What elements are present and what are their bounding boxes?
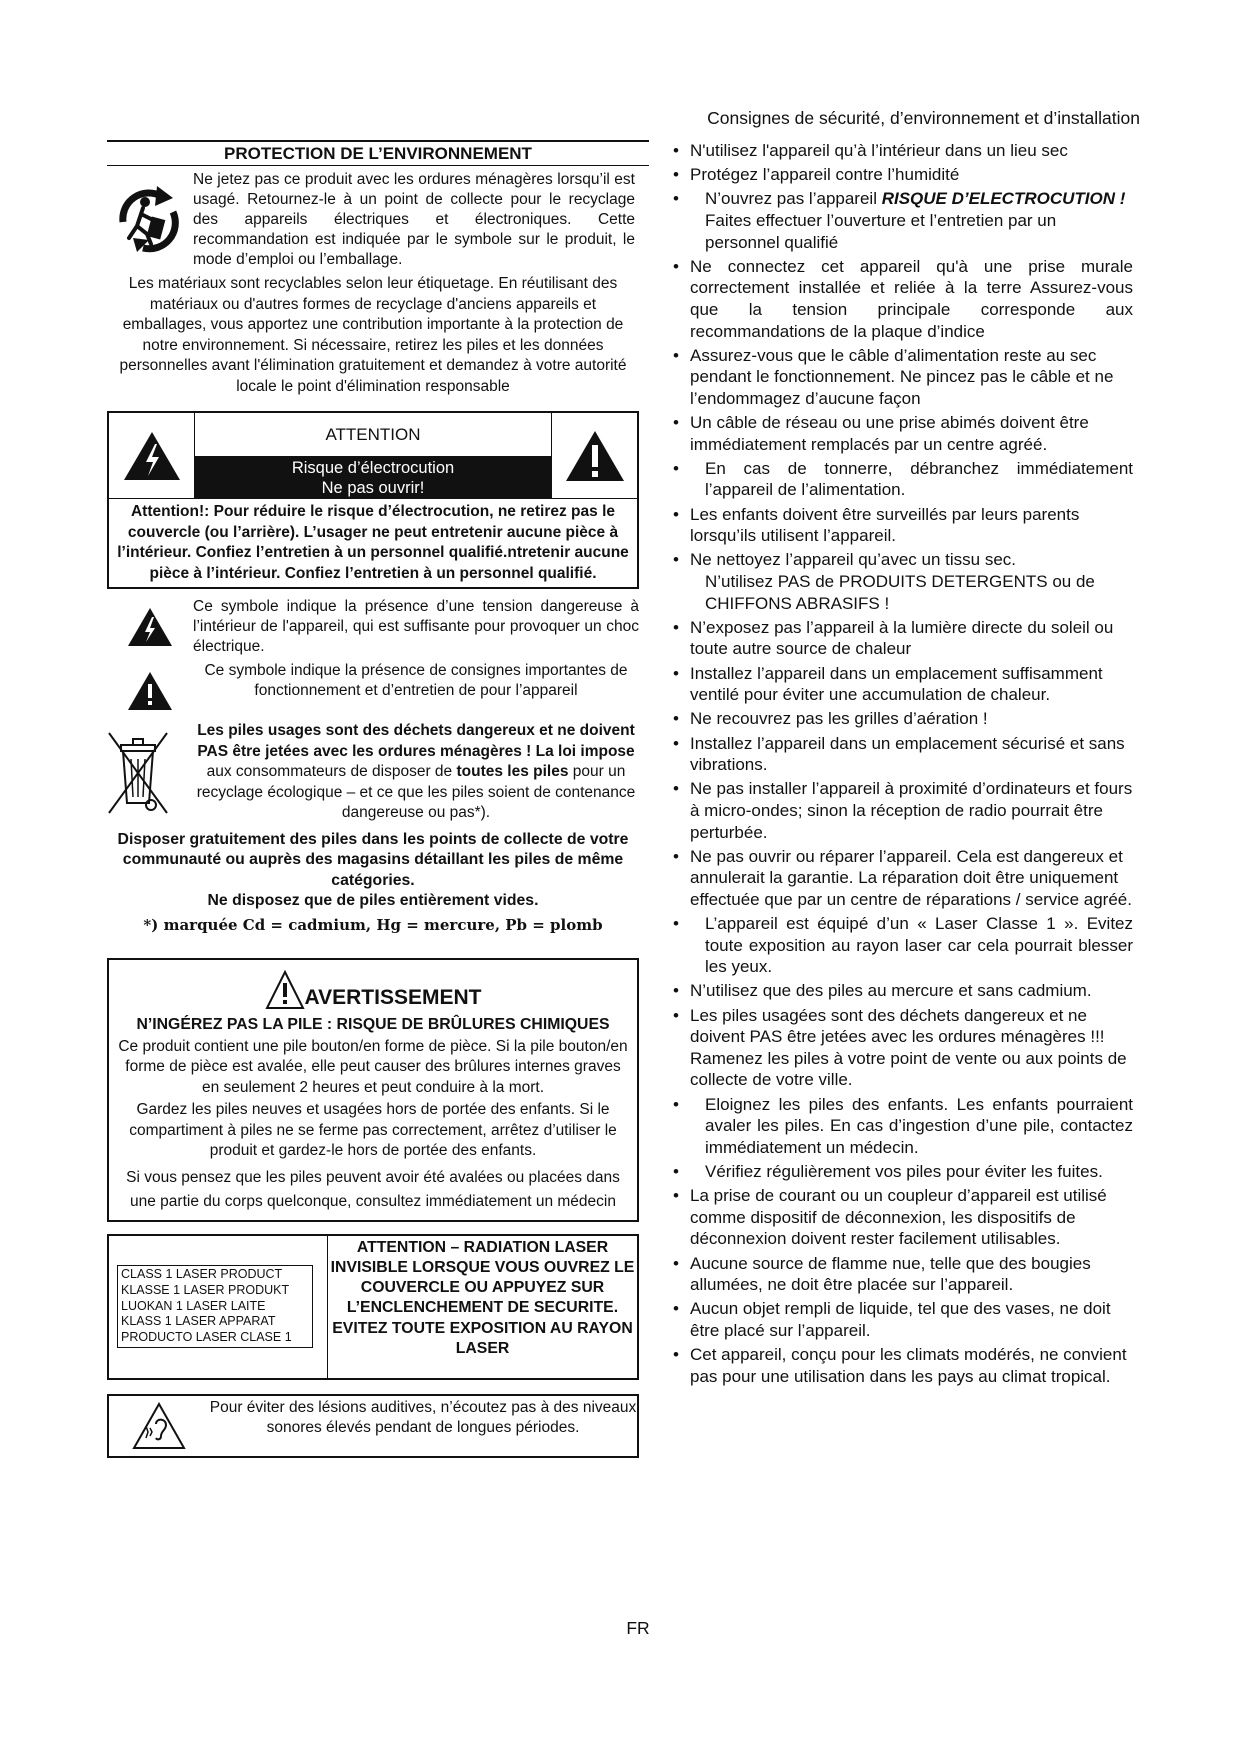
marked-chemicals-note: *) marquée Cd = cadmium, Hg = mercure, Pb = plomb xyxy=(143,915,603,934)
instruction-item: • N’exposez pas l’appareil à la lumière directe du soleil ou toute autre source de chaleur xyxy=(673,617,1133,660)
instruction-item: • N'utilisez l'appareil qu’à l’intérieur dans un lieu sec xyxy=(673,140,1133,162)
instruction-item: • Installez l’appareil dans un emplacement sécurisé et sans vibrations. xyxy=(673,733,1133,776)
instruction-emphasis: RISQUE D’ELECTROCUTION ! xyxy=(881,189,1126,209)
battery-text-2: pour un recyclage écologique – et ce que les piles soient de contenance dangereuse ou pas*). xyxy=(196,763,636,821)
warning-subtitle: N’INGÉREZ PAS LA PILE : RISQUE DE BRÛLURES CHIMIQUES xyxy=(136,1015,610,1033)
warning-paragraph-3: Si vous pensez que les piles peuvent avoir été avalées ou placées dans une partie du corps quelconque, consultez immédiatement un médecin xyxy=(126,1168,620,1210)
environment-title: PROTECTION DE L’ENVIRONNEMENT xyxy=(107,140,649,166)
battery-text-1: aux consommateurs de disposer de xyxy=(206,763,457,780)
instruction-item: • Ne pas installer l’appareil à proximité d’ordinateurs et fours à micro-ondes; sinon la réception de radio pourrait être perturbée. xyxy=(673,778,1133,843)
environment-paragraph-1: Ne jetez pas ce produit avec les ordures ménagères lorsqu’il est usagé. Retournez-le à un point de collecte pour le recyclage des appareils électriques et électroniques. Cette recommandation est indiquée par le symbole sur le produit, le mode d’emploi ou l’emballage. xyxy=(193,171,635,268)
instruction-item xyxy=(673,458,1133,501)
instruction-item xyxy=(673,913,1133,978)
instruction-text: • En cas de tonnerre, débranchez immédiatement l’appareil de l’alimentation. xyxy=(705,458,1133,500)
instruction-item: • Aucun objet rempli de liquide, tel que des vases, ne doit être placé sur l’appareil. xyxy=(673,1298,1133,1341)
left-column xyxy=(107,140,639,1458)
attention-dark-band xyxy=(195,456,551,498)
instruction-text: N’ouvrez pas l’appareil xyxy=(705,189,882,209)
page-language-footer: FR xyxy=(626,1618,650,1638)
hearing-warning-box xyxy=(107,1394,639,1458)
instruction-item: • N’utilisez que des piles au mercure et sans cadmium. xyxy=(673,980,1133,1002)
warning-paragraph-2: Gardez les piles neuves et usagées hors de portée des enfants. Si le compartiment à piles ne se ferme pas correctement, arrêtez d’utiliser le produit et gardez-le hors de portée des enfants. xyxy=(129,1101,617,1159)
laser-label-line: CLASS 1 LASER PRODUCT xyxy=(121,1267,283,1281)
instruction-item: • Ne recouvrez pas les grilles d’aération ! xyxy=(673,708,1133,730)
attention-label: ATTENTION xyxy=(325,424,421,444)
battery-bold-2: toutes les piles xyxy=(456,763,569,780)
attention-box xyxy=(107,411,639,589)
attention-label-area xyxy=(194,413,552,498)
exclamation-symbol-text: Ce symbole indique la présence de consignes importantes de fonctionnement et d’entretien de pour l’appareil xyxy=(204,662,628,699)
instruction-subtext: N’utilisez PAS de PRODUITS DETERGENTS ou de CHIFFONS ABRASIFS ! xyxy=(705,572,1095,613)
hearing-warning-text: Pour éviter des lésions auditives, n’écoutez pas à des niveaux sonores élevés pendant de longues périodes. xyxy=(209,1398,637,1436)
battery-bold-1: Les piles usages sont des déchets dangereux et ne doivent PAS être jetées avec les ordures ménagères ! La loi impose xyxy=(197,722,635,760)
exclamation-symbol-row xyxy=(107,661,639,711)
instruction-item: • Assurez-vous que le câble d’alimentation reste au sec pendant le fonctionnement. Ne pincez pas le câble et ne l’endommagez d’aucune façon xyxy=(673,345,1133,410)
instruction-item: • Protégez l’appareil contre l’humidité xyxy=(673,164,1133,186)
laser-radiation-warning: ATTENTION – RADIATION LASER INVISIBLE LORSQUE VOUS OUVREZ LE COUVERCLE OU APPUYEZ SUR L’ENCLENCHEMENT DE SECURITE. EVITEZ TOUTE EXPOSITION AU RAYON LASER xyxy=(330,1238,635,1357)
instruction-item: • Un câble de réseau ou une prise abimés doivent être immédiatement remplacés par un centre agréé. xyxy=(673,412,1133,455)
instruction-item: • Installez l’appareil dans un emplacement suffisamment ventilé pour éviter une accumulation de chaleur. xyxy=(673,663,1133,706)
exclamation-warning-icon xyxy=(552,413,637,498)
battery-disposal-text xyxy=(193,721,639,824)
instruction-item: • Les enfants doivent être surveillés par leurs parents lorsqu’ils utilisent l’appareil. xyxy=(673,504,1133,547)
instruction-text: • L’appareil est équipé d’un « Laser Classe 1 ». Evitez toute exposition au rayon laser car cela pourrait blesser les yeux. xyxy=(705,914,1133,977)
warning-title: AVERTISSEMENT xyxy=(304,985,482,1009)
instruction-text: Faites effectuer l’ouverture et l’entretien par un personnel qualifié xyxy=(705,210,1057,252)
environment-section xyxy=(107,170,639,270)
instruction-text: Ne nettoyez l’appareil qu’avec un tissu sec. xyxy=(690,550,1017,570)
instruction-item xyxy=(673,1094,1133,1159)
laser-label-line: KLASSE 1 LASER PRODUKT xyxy=(121,1282,290,1297)
dispose-text-2: Ne disposez que de piles entièrement vides. xyxy=(207,892,539,909)
button-cell-warning-box xyxy=(107,958,639,1222)
exclamation-icon xyxy=(107,661,193,711)
recycling-person-icon xyxy=(107,170,193,270)
crossed-bin-icon xyxy=(107,721,193,824)
attention-dark-line-2: Ne pas ouvrir! xyxy=(321,479,425,497)
environment-paragraph-2: Les matériaux sont recyclables selon leur étiquetage. En réutilisant des matériaux ou d'autres formes de recyclage d'anciens appareils et emballages, vous apportez une contribution importante à la protection de notre environnement. Si nécessaire, retirez les piles et les données personnelles avant l'élimination gratuitement et demandez à votre autorité locale le point d'élimination responsable xyxy=(119,275,627,395)
hearing-warning-icon xyxy=(109,1396,209,1456)
safety-instructions-list xyxy=(673,140,1133,1387)
instruction-item: • Cet appareil, conçu pour les climats modérés, ne convient pas pour une utilisation dans les pays au climat tropical. xyxy=(673,1344,1133,1387)
laser-label-line: KLASS 1 LASER APPARAT xyxy=(121,1314,276,1329)
instruction-item: • Ne connectez cet appareil qu'à une prise murale correctement installée et reliée à la terre Assurez-vous que la tension principale corresponde aux recommandations de la plaque d’indice xyxy=(673,256,1133,342)
instruction-item xyxy=(673,549,1133,614)
instruction-item xyxy=(673,188,1133,253)
attention-body: Attention!: Pour réduire le risque d’électrocution, ne retirez pas le couvercle (ou l’arrière). L’usager ne peut entretenir aucune pièce à l’intérieur. Confiez l’entretien à un personnel qualifié.ntretenir aucune pièce à l’intérieur. Confiez l’entretien à un personnel qualifié. xyxy=(117,503,629,582)
laser-label-line: LUOKAN 1 LASER LAITE xyxy=(121,1298,266,1313)
attention-header xyxy=(109,413,637,499)
attention-dark-line-1: Risque d’électrocution xyxy=(291,459,455,477)
laser-label-line: PRODUCTO LASER CLASE 1 xyxy=(121,1330,292,1345)
instruction-text: • Vérifiez régulièrement vos piles pour éviter les fuites. xyxy=(705,1162,1103,1181)
laser-class-label-area xyxy=(109,1236,328,1378)
laser-class-label xyxy=(117,1265,313,1348)
instruction-item: • La prise de courant ou un coupleur d’appareil est utilisé comme dispositif de déconnexion, les dispositifs de déconnexion doivent rester facilement utilisables. xyxy=(673,1185,1133,1250)
right-column xyxy=(673,140,1133,1390)
lightning-symbol-text: Ce symbole indique la présence d’une tension dangereuse à l’intérieur de l'appareil, qui est suffisante pour provoquer un choc électrique. xyxy=(193,598,639,655)
warning-paragraph-1: Ce produit contient une pile bouton/en forme de pièce. Si la pile bouton/en forme de pièce est avalée, elle peut causer des brûlures internes graves en seulement 2 heures et peut conduire à la mort. xyxy=(118,1037,628,1096)
instruction-item: • Les piles usagées sont des déchets dangereux et ne doivent PAS être jetées avec les ordures ménagères !!! Ramenez les piles à votre point de vente ou aux points de collecte de votre ville. xyxy=(673,1005,1133,1091)
warning-title-row xyxy=(117,962,629,1010)
instruction-item: • Aucune source de flamme nue, telle que des bougies allumées, ne doit être placée sur l’appareil. xyxy=(673,1253,1133,1296)
laser-warning-box xyxy=(107,1234,639,1380)
battery-disposal-row xyxy=(107,721,639,824)
dispose-text-1: Disposer gratuitement des piles dans les points de collecte de votre communauté ou auprès des magasins détaillant les piles de même catégories. xyxy=(117,830,629,889)
lightning-symbol-row xyxy=(107,597,639,657)
instruction-item: • Ne pas ouvrir ou réparer l’appareil. Cela est dangereux et annulerait la garantie. La réparation doit être uniquement effectuée que par un centre de réparations / service agréé. xyxy=(673,846,1133,911)
lightning-icon xyxy=(107,597,193,657)
lightning-warning-icon xyxy=(109,413,194,498)
page-header: Consignes de sécurité, d’environnement et d’installation xyxy=(707,108,1140,128)
instruction-item xyxy=(673,1161,1133,1183)
warning-triangle-icon xyxy=(265,970,305,1010)
instruction-text: • Eloignez les piles des enfants. Les enfants pourraient avaler les piles. En cas d’ingestion d’une pile, contactez immédiatement un médecin. xyxy=(705,1094,1133,1157)
